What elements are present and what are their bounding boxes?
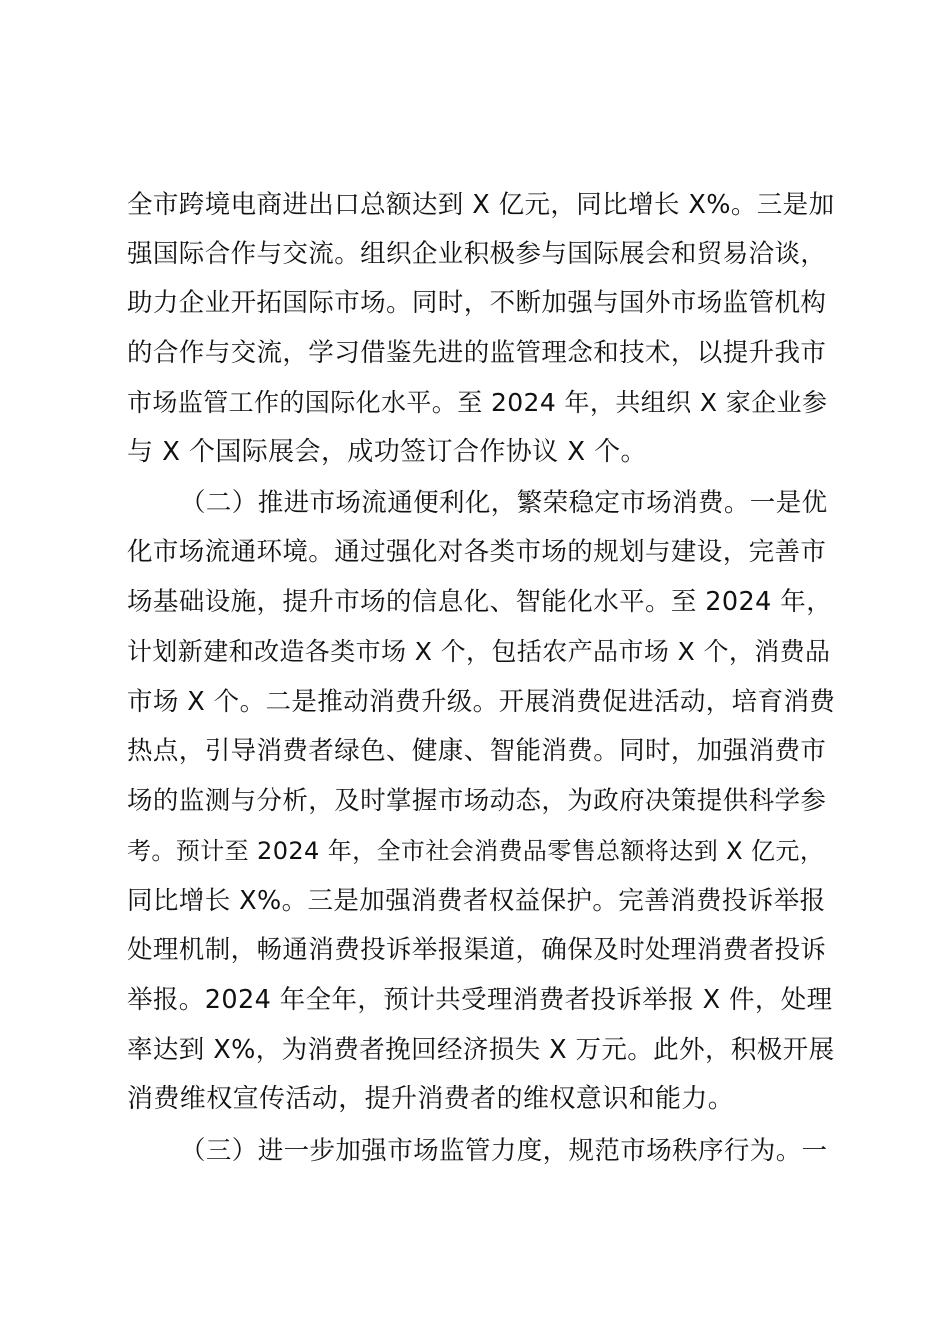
text-line: 处理机制，畅通消费投诉举报渠道，确保及时处理消费者投诉 (127, 935, 827, 965)
text-line: 热点，引导消费者绿色、健康、智能消费。同时，加强消费市 (127, 736, 827, 766)
text-line: 全市跨境电商进出口总额达到 X 亿元，同比增长 X%。三是加 (127, 190, 835, 220)
text-line: 考。预计至 2024 年，全市社会消费品零售总额将达到 X 亿元， (127, 837, 825, 865)
section-heading-line: （三）进一步加强市场监管力度，规范市场秩序行为。一 (180, 1136, 828, 1166)
text-line: 率达到 X%，为消费者挽回经济损失 X 万元。此外，积极开展 (127, 1035, 835, 1065)
text-line: 市场 X 个。二是推动消费升级。开展消费促进活动，培育消费 (127, 687, 836, 717)
text-line: 的合作与交流，学习借鉴先进的监管理念和技术，以提升我市 (127, 338, 827, 368)
text-line: 助力企业开拓国际市场。同时，不断加强与国外市场监管机构 (127, 288, 827, 318)
text-line: 计划新建和改造各类市场 X 个，包括农产品市场 X 个，消费品 (127, 637, 831, 666)
section-heading-line: （二）推进市场流通便利化，繁荣稳定市场消费。一是优 (180, 488, 828, 518)
text-line: 场基础设施，提升市场的信息化、智能化水平。至 2024 年， (127, 587, 833, 617)
text-line: 市场监管工作的国际化水平。至 2024 年，共组织 X 家企业参 (127, 388, 828, 417)
text-line: 与 X 个国际展会，成功签订合作协议 X 个。 (127, 437, 647, 467)
text-line: 举报。2024 年全年，预计共受理消费者投诉举报 X 件，处理 (127, 985, 833, 1015)
text-line: 化市场流通环境。通过强化对各类市场的规划与建设，完善市 (127, 537, 827, 567)
text-line: 强国际合作与交流。组织企业积极参与国际展会和贸易洽谈， (127, 239, 827, 269)
text-line: 同比增长 X%。三是加强消费者权益保护。完善消费投诉举报 (127, 886, 826, 916)
text-line: 消费维权宣传活动，提升消费者的维权意识和能力。 (127, 1084, 735, 1114)
text-line: 场的监测与分析，及时掌握市场动态，为政府决策提供科学参 (127, 786, 827, 816)
